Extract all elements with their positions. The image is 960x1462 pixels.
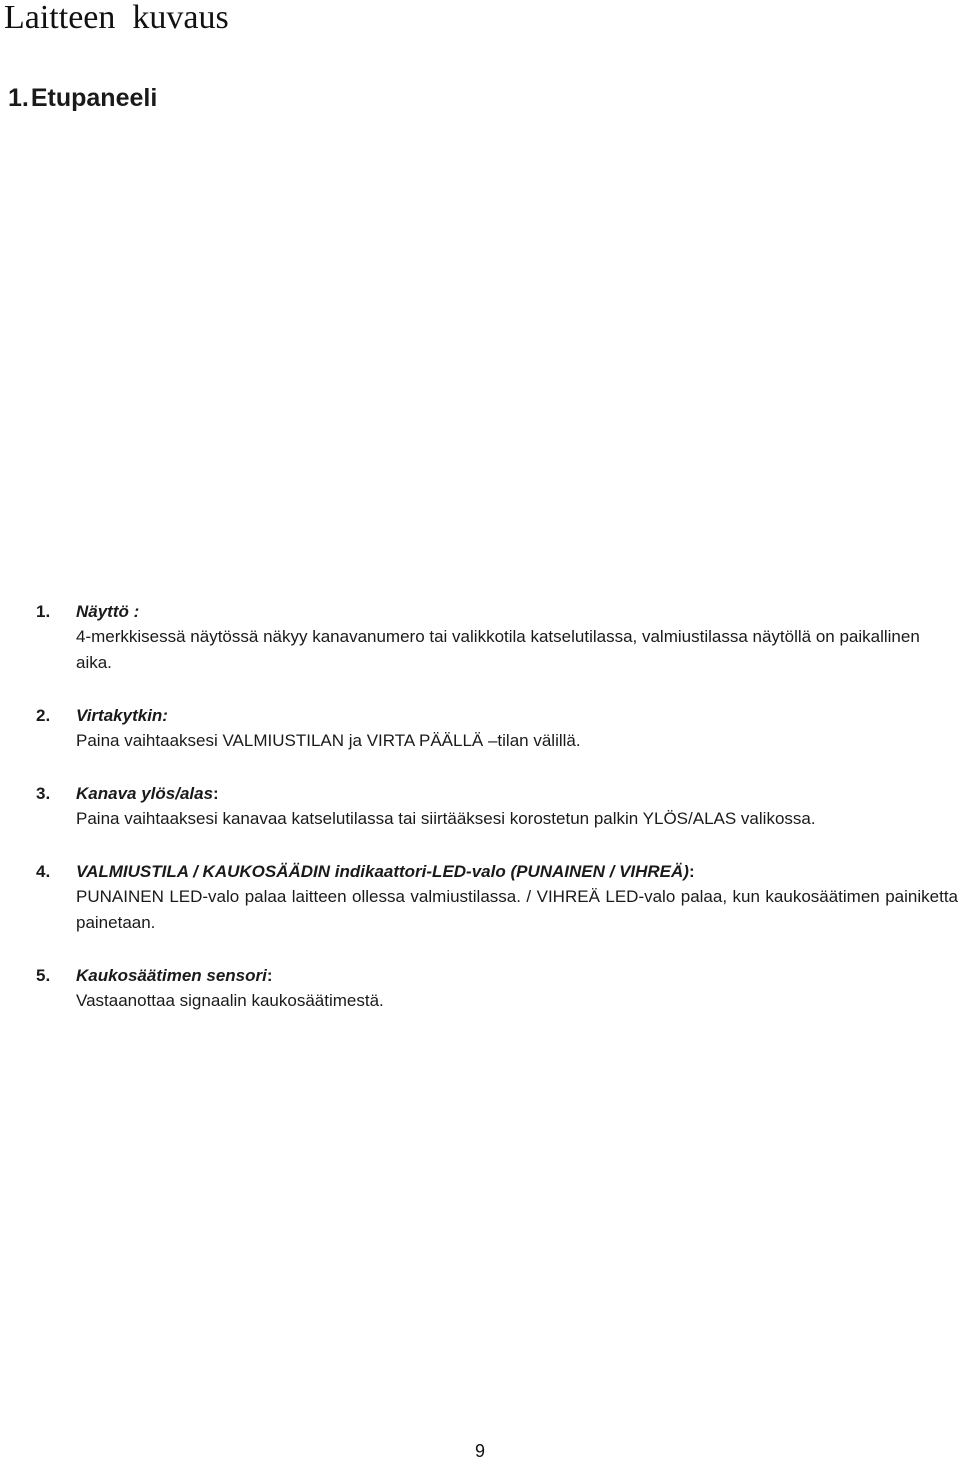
item-title: Kanava ylös/alas: bbox=[76, 784, 219, 803]
section-heading bbox=[8, 82, 157, 114]
item-number: 5. bbox=[36, 966, 51, 985]
item-title: Kaukosäätimen sensori: bbox=[76, 966, 273, 985]
list-item-display bbox=[36, 600, 958, 676]
list-item-remote-sensor bbox=[36, 964, 958, 1014]
section-number: 1. bbox=[8, 84, 29, 112]
list-item-channel-up-down bbox=[36, 782, 958, 832]
item-title: VALMIUSTILA / KAUKOSÄÄDIN indikaattori-LED-valo (PUNAINEN / VIHREÄ): bbox=[76, 862, 695, 881]
list-item-standby-led bbox=[36, 860, 958, 936]
item-description: PUNAINEN LED-valo palaa laitteen ollessa valmiustilassa. / VIHREÄ LED-valo palaa, kun kaukosäätimen painiketta painetaan. bbox=[76, 887, 958, 932]
item-number: 4. bbox=[36, 862, 51, 881]
item-number: 2. bbox=[36, 706, 51, 725]
item-number: 1. bbox=[36, 602, 51, 621]
item-description: 4-merkkisessä näytössä näkyy kanavanumero tai valikkotila katselutilassa, valmiustilassa näytöllä on paikallinen aika. bbox=[76, 627, 920, 672]
item-description: Vastaanottaa signaalin kaukosäätimestä. bbox=[76, 991, 384, 1010]
section-title: Etupaneeli bbox=[30, 84, 158, 112]
item-title: Näyttö : bbox=[76, 602, 140, 621]
page-number: 9 bbox=[474, 1441, 485, 1461]
item-description: Paina vaihtaaksesi VALMIUSTILAN ja VIRTA PÄÄLLÄ –tilan välillä. bbox=[76, 731, 581, 750]
item-title: Virtakytkin: bbox=[76, 706, 168, 725]
item-number: 3. bbox=[36, 784, 51, 803]
page-title: Laitteen kuvaus bbox=[4, 0, 229, 36]
item-description: Paina vaihtaaksesi kanavaa katselutilassa tai siirtääksesi korostetun palkin YLÖS/ALAS valikossa. bbox=[76, 809, 816, 828]
list-item-power-switch bbox=[36, 704, 958, 754]
